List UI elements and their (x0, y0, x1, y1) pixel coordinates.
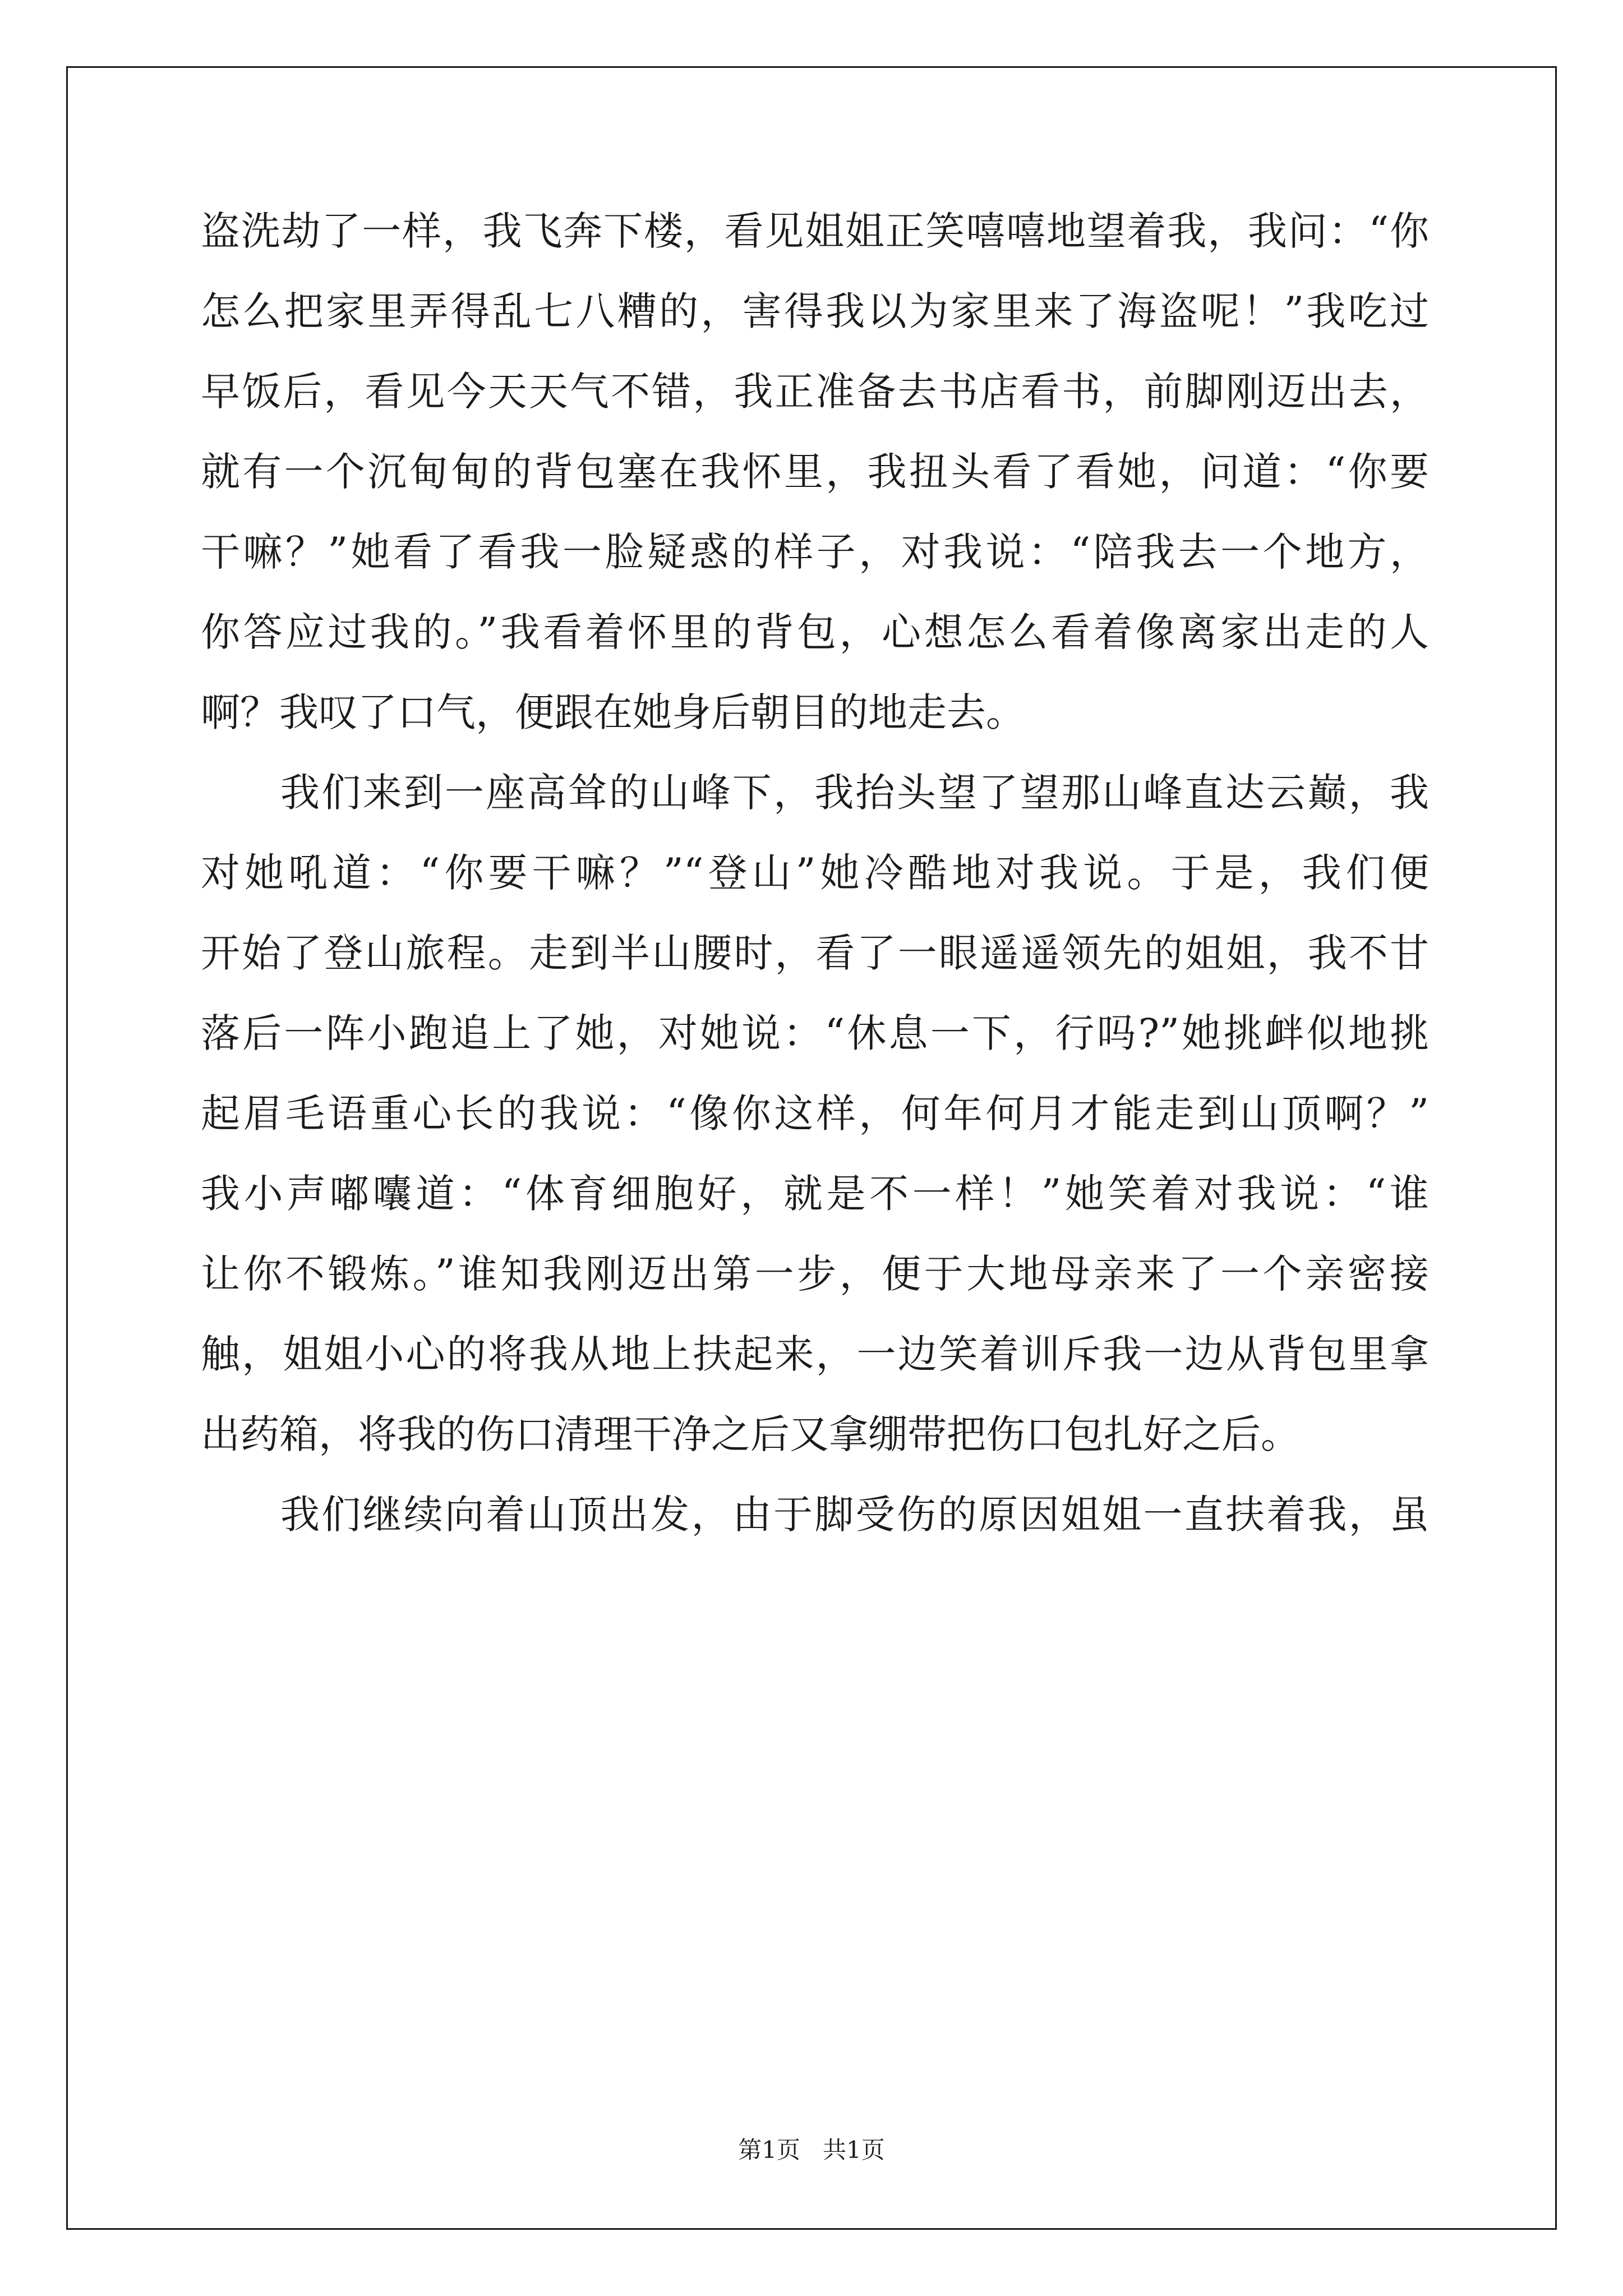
text-line: 我们来到一座高耸的山峰下，我抬头望了望那山峰直达云巅，我 (280, 770, 1429, 816)
text-line: 落后一阵小跑追上了她，对她说：“休息一下，行吗?”她挑衅似地挑 (201, 1010, 1429, 1056)
text-line: 干嘛？”她看了看我一脸疑惑的样子，对我说：“陪我去一个地方， (201, 529, 1429, 575)
text-line: 我小声嘟囔道：“体育细胞好，就是不一样！”她笑着对我说：“谁 (201, 1171, 1429, 1217)
text-line: 对她吼道：“你要干嘛？”“登山”她冷酷地对我说。于是，我们便 (201, 850, 1429, 896)
text-line: 触，姐姐小心的将我从地上扶起来，一边笑着训斥我一边从背包里拿 (201, 1331, 1429, 1377)
page-number-total: 共1页 (823, 2136, 885, 2164)
text-line: 让你不锻炼。”谁知我刚迈出第一步，便于大地母亲来了一个亲密接 (201, 1251, 1429, 1297)
text-line: 我们继续向着山顶出发，由于脚受伤的原因姐姐一直扶着我，虽 (280, 1492, 1429, 1538)
text-line: 开始了登山旅程。走到半山腰时，看了一眼遥遥领先的姐姐，我不甘 (201, 930, 1429, 976)
text-line: 你答应过我的。”我看着怀里的背包，心想怎么看着像离家出走的人 (201, 609, 1429, 655)
page-number-current: 第1页 (738, 2136, 800, 2164)
text-line: 出药箱，将我的伤口清理干净之后又拿绷带把伤口包扎好之后。 (201, 1411, 1300, 1457)
document-body (201, 191, 1429, 1555)
text-line: 盗洗劫了一样，我飞奔下楼，看见姐姐正笑嘻嘻地望着我，我问：“你 (201, 208, 1429, 254)
text-line: 怎么把家里弄得乱七八糟的，害得我以为家里来了海盗呢！”我吃过 (201, 288, 1429, 334)
page-footer (0, 2132, 1623, 2165)
text-line: 就有一个沉甸甸的背包塞在我怀里，我扭头看了看她，问道：“你要 (201, 449, 1429, 495)
text-line: 啊？我叹了口气，便跟在她身后朝目的地走去。 (201, 689, 1025, 735)
text-line: 起眉毛语重心长的我说：“像你这样，何年何月才能走到山顶啊？” (201, 1091, 1429, 1137)
text-line: 早饭后，看见今天天气不错，我正准备去书店看书，前脚刚迈出去， (201, 369, 1429, 415)
